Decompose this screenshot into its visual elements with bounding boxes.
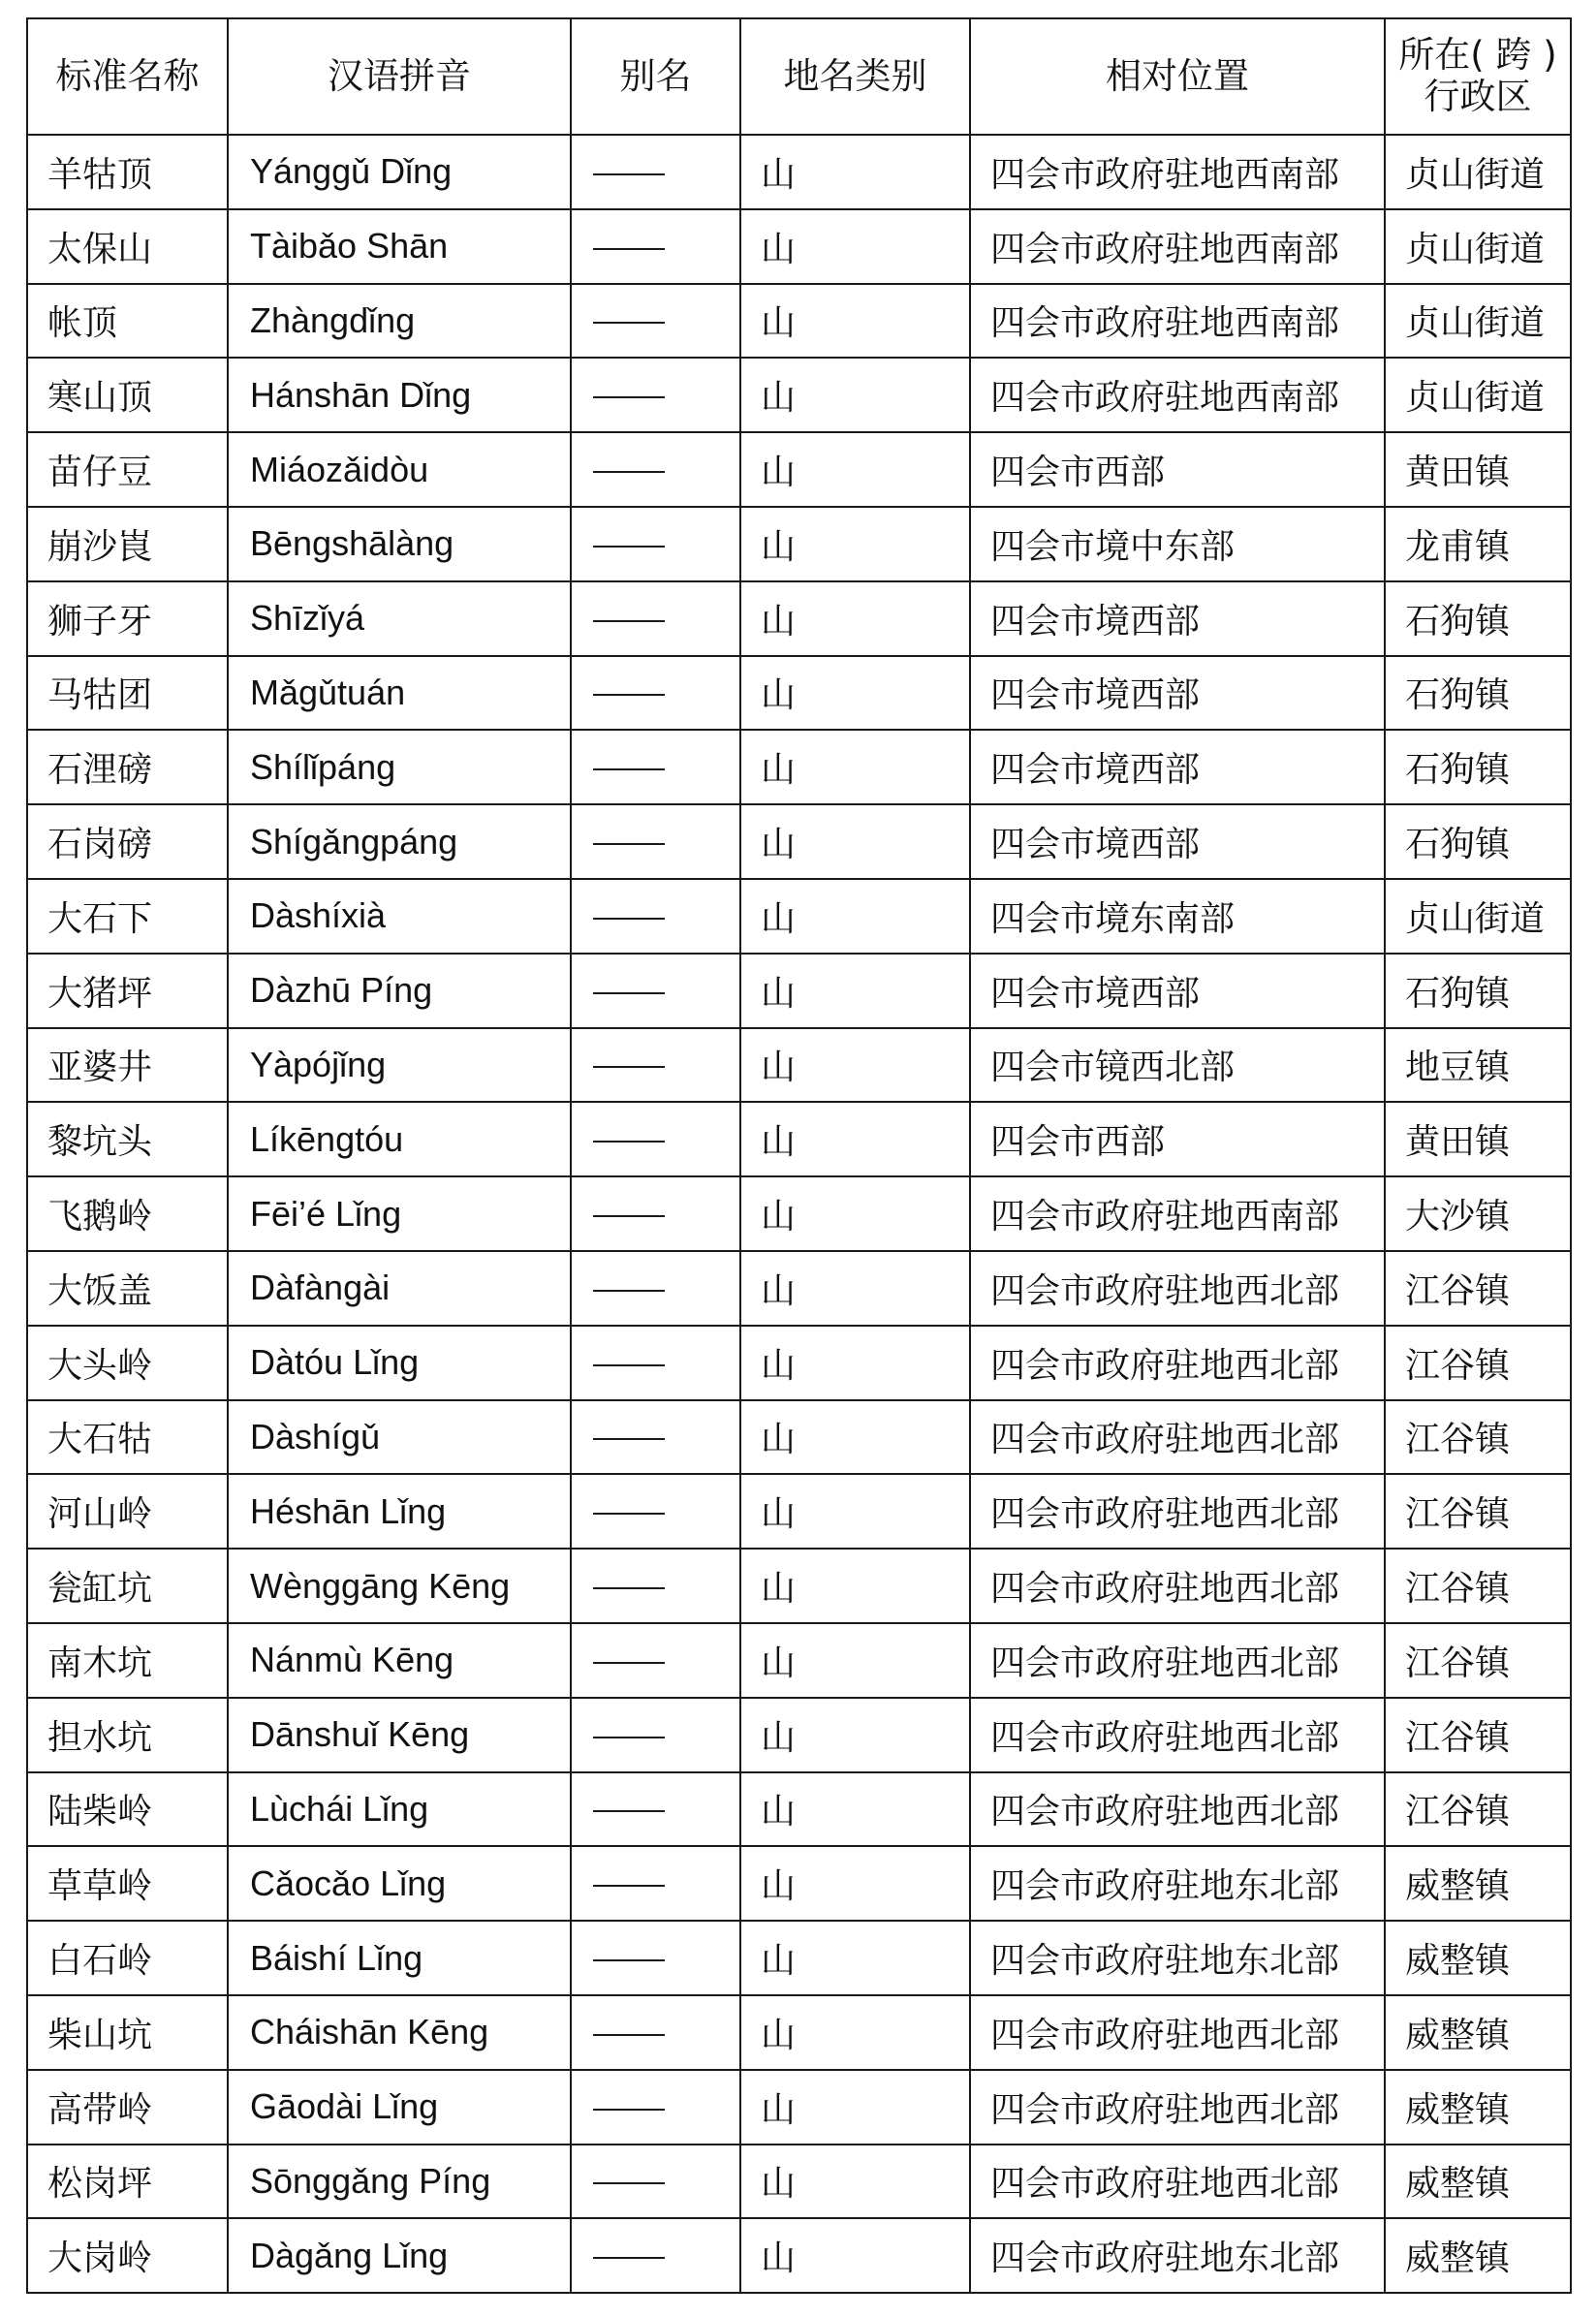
alias-dash — [593, 992, 665, 994]
cell-location: 四会市西部 — [970, 432, 1385, 507]
cell-alias — [571, 1995, 740, 2070]
cell-pinyin: Dàshígǔ — [228, 1400, 571, 1475]
table-row — [27, 1176, 1571, 1251]
alias-dash — [593, 1959, 665, 1961]
cell-standard-name: 陆柴岭 — [27, 1772, 228, 1847]
table-row — [27, 432, 1571, 507]
table-row — [27, 1846, 1571, 1921]
cell-pinyin: Cǎocǎo Lǐng — [228, 1846, 571, 1921]
cell-location: 四会市政府驻地西北部 — [970, 1772, 1385, 1847]
cell-alias — [571, 284, 740, 359]
cell-region: 石狗镇 — [1385, 804, 1571, 879]
cell-category: 山 — [740, 1176, 970, 1251]
cell-location: 四会市政府驻地西南部 — [970, 135, 1385, 209]
alias-dash — [593, 1141, 665, 1143]
table-row — [27, 656, 1571, 731]
cell-location: 四会市政府驻地西北部 — [970, 2070, 1385, 2145]
cell-region: 江谷镇 — [1385, 1623, 1571, 1698]
cell-pinyin: Tàibǎo Shān — [228, 209, 571, 284]
cell-region: 贞山街道 — [1385, 135, 1571, 209]
cell-standard-name: 大石下 — [27, 879, 228, 954]
cell-region: 贞山街道 — [1385, 358, 1571, 432]
alias-dash — [593, 768, 665, 770]
cell-region: 江谷镇 — [1385, 1698, 1571, 1772]
header-region-line1: 所在( 跨 ) — [1398, 34, 1557, 77]
alias-dash — [593, 546, 665, 548]
cell-category: 山 — [740, 730, 970, 804]
cell-location: 四会市镜西北部 — [970, 1028, 1385, 1103]
cell-region: 石狗镇 — [1385, 581, 1571, 656]
cell-pinyin: Zhàngdǐng — [228, 284, 571, 359]
cell-location: 四会市政府驻地西南部 — [970, 1176, 1385, 1251]
header-standard-name: 标准名称 — [27, 18, 228, 135]
table-row — [27, 1251, 1571, 1326]
alias-dash — [593, 396, 665, 398]
cell-alias — [571, 1921, 740, 1995]
cell-standard-name: 帐顶 — [27, 284, 228, 359]
cell-alias — [571, 730, 740, 804]
cell-pinyin: Dàgǎng Lǐng — [228, 2218, 571, 2293]
cell-alias — [571, 1549, 740, 1623]
cell-region: 威整镇 — [1385, 1846, 1571, 1921]
table-row — [27, 209, 1571, 284]
cell-category: 山 — [740, 1846, 970, 1921]
cell-alias — [571, 358, 740, 432]
cell-location: 四会市境西部 — [970, 656, 1385, 731]
cell-location: 四会市政府驻地西北部 — [970, 1995, 1385, 2070]
cell-alias — [571, 1176, 740, 1251]
cell-standard-name: 羊牯顶 — [27, 135, 228, 209]
cell-category: 山 — [740, 804, 970, 879]
alias-dash — [593, 173, 665, 175]
cell-region: 江谷镇 — [1385, 1326, 1571, 1400]
cell-location: 四会市境西部 — [970, 581, 1385, 656]
cell-category: 山 — [740, 1102, 970, 1176]
cell-category: 山 — [740, 1549, 970, 1623]
cell-standard-name: 太保山 — [27, 209, 228, 284]
cell-alias — [571, 2145, 740, 2219]
cell-alias — [571, 1102, 740, 1176]
cell-location: 四会市政府驻地西北部 — [970, 1549, 1385, 1623]
cell-region: 石狗镇 — [1385, 730, 1571, 804]
cell-pinyin: Bēngshālàng — [228, 507, 571, 581]
cell-standard-name: 大岗岭 — [27, 2218, 228, 2293]
cell-category: 山 — [740, 1028, 970, 1103]
cell-region: 江谷镇 — [1385, 1549, 1571, 1623]
cell-location: 四会市政府驻地西南部 — [970, 209, 1385, 284]
alias-dash — [593, 1737, 665, 1738]
cell-standard-name: 亚婆井 — [27, 1028, 228, 1103]
alias-dash — [593, 1066, 665, 1068]
alias-dash — [593, 1513, 665, 1515]
table-row — [27, 581, 1571, 656]
cell-standard-name: 大猪坪 — [27, 954, 228, 1028]
cell-alias — [571, 581, 740, 656]
table-row — [27, 954, 1571, 1028]
cell-region: 江谷镇 — [1385, 1400, 1571, 1475]
table-row — [27, 1400, 1571, 1475]
cell-category: 山 — [740, 1474, 970, 1549]
cell-alias — [571, 1326, 740, 1400]
cell-location: 四会市政府驻地西北部 — [970, 1474, 1385, 1549]
cell-pinyin: Báishí Lǐng — [228, 1921, 571, 1995]
cell-standard-name: 高带岭 — [27, 2070, 228, 2145]
alias-dash — [593, 694, 665, 696]
alias-dash — [593, 843, 665, 845]
cell-region: 地豆镇 — [1385, 1028, 1571, 1103]
cell-alias — [571, 879, 740, 954]
table-body — [27, 135, 1571, 2293]
alias-dash — [593, 1662, 665, 1664]
cell-location: 四会市政府驻地西南部 — [970, 358, 1385, 432]
cell-location: 四会市政府驻地西北部 — [970, 1251, 1385, 1326]
alias-dash — [593, 2182, 665, 2184]
alias-dash — [593, 1587, 665, 1589]
cell-standard-name: 石浬磅 — [27, 730, 228, 804]
alias-dash — [593, 322, 665, 324]
alias-dash — [593, 248, 665, 250]
cell-standard-name: 担水坑 — [27, 1698, 228, 1772]
cell-pinyin: Shīzǐyá — [228, 581, 571, 656]
cell-region: 威整镇 — [1385, 1995, 1571, 2070]
cell-standard-name: 大饭盖 — [27, 1251, 228, 1326]
table-row — [27, 1698, 1571, 1772]
cell-alias — [571, 1623, 740, 1698]
cell-pinyin: Yàpójǐng — [228, 1028, 571, 1103]
cell-alias — [571, 507, 740, 581]
cell-location: 四会市境西部 — [970, 954, 1385, 1028]
cell-region: 贞山街道 — [1385, 879, 1571, 954]
cell-alias — [571, 2218, 740, 2293]
cell-category: 山 — [740, 358, 970, 432]
cell-alias — [571, 1698, 740, 1772]
table-row — [27, 284, 1571, 359]
cell-category: 山 — [740, 2218, 970, 2293]
table-row — [27, 135, 1571, 209]
table-row — [27, 1995, 1571, 2070]
cell-location: 四会市境中东部 — [970, 507, 1385, 581]
cell-pinyin: Mǎgǔtuán — [228, 656, 571, 731]
cell-pinyin: Yánggǔ Dǐng — [228, 135, 571, 209]
alias-dash — [593, 1438, 665, 1440]
alias-dash — [593, 918, 665, 920]
cell-location: 四会市政府驻地西北部 — [970, 1400, 1385, 1475]
alias-dash — [593, 620, 665, 622]
header-region — [1385, 18, 1571, 135]
cell-region: 贞山街道 — [1385, 284, 1571, 359]
cell-region: 石狗镇 — [1385, 656, 1571, 731]
cell-category: 山 — [740, 432, 970, 507]
cell-pinyin: Dàshíxià — [228, 879, 571, 954]
cell-standard-name: 苗仔豆 — [27, 432, 228, 507]
cell-standard-name: 狮子牙 — [27, 581, 228, 656]
cell-region: 威整镇 — [1385, 2145, 1571, 2219]
alias-dash — [593, 1290, 665, 1292]
cell-pinyin: Nánmù Kēng — [228, 1623, 571, 1698]
header-location: 相对位置 — [970, 18, 1385, 135]
cell-alias — [571, 209, 740, 284]
cell-pinyin: Wènggāng Kēng — [228, 1549, 571, 1623]
cell-pinyin: Shílǐpáng — [228, 730, 571, 804]
cell-category: 山 — [740, 1772, 970, 1847]
table-row — [27, 730, 1571, 804]
cell-pinyin: Dānshuǐ Kēng — [228, 1698, 571, 1772]
cell-pinyin: Fēi’é Lǐng — [228, 1176, 571, 1251]
cell-standard-name: 寒山顶 — [27, 358, 228, 432]
cell-alias — [571, 656, 740, 731]
header-pinyin: 汉语拼音 — [228, 18, 571, 135]
table-row — [27, 804, 1571, 879]
cell-location: 四会市西部 — [970, 1102, 1385, 1176]
cell-standard-name: 石岗磅 — [27, 804, 228, 879]
cell-standard-name: 草草岭 — [27, 1846, 228, 1921]
cell-category: 山 — [740, 656, 970, 731]
table-row — [27, 507, 1571, 581]
header-category: 地名类别 — [740, 18, 970, 135]
cell-standard-name: 大石牯 — [27, 1400, 228, 1475]
cell-location: 四会市境西部 — [970, 730, 1385, 804]
cell-standard-name: 白石岭 — [27, 1921, 228, 1995]
cell-region: 江谷镇 — [1385, 1251, 1571, 1326]
cell-alias — [571, 1846, 740, 1921]
cell-standard-name: 飞鹅岭 — [27, 1176, 228, 1251]
cell-location: 四会市境西部 — [970, 804, 1385, 879]
alias-dash — [593, 2034, 665, 2036]
cell-alias — [571, 804, 740, 879]
table-row — [27, 1772, 1571, 1847]
table-row — [27, 2145, 1571, 2219]
cell-pinyin: Líkēngtóu — [228, 1102, 571, 1176]
table-row — [27, 1549, 1571, 1623]
cell-alias — [571, 1400, 740, 1475]
cell-pinyin: Miáozǎidòu — [228, 432, 571, 507]
cell-alias — [571, 135, 740, 209]
table-row — [27, 879, 1571, 954]
cell-standard-name: 南木坑 — [27, 1623, 228, 1698]
cell-standard-name: 大头岭 — [27, 1326, 228, 1400]
cell-location: 四会市政府驻地东北部 — [970, 2218, 1385, 2293]
cell-location: 四会市境东南部 — [970, 879, 1385, 954]
cell-category: 山 — [740, 209, 970, 284]
cell-pinyin: Dàfàngài — [228, 1251, 571, 1326]
cell-standard-name: 柴山坑 — [27, 1995, 228, 2070]
header-row — [27, 18, 1571, 135]
cell-alias — [571, 954, 740, 1028]
cell-category: 山 — [740, 2145, 970, 2219]
cell-category: 山 — [740, 1400, 970, 1475]
cell-category: 山 — [740, 1995, 970, 2070]
cell-region: 江谷镇 — [1385, 1772, 1571, 1847]
alias-dash — [593, 2109, 665, 2111]
cell-standard-name: 马牯团 — [27, 656, 228, 731]
cell-pinyin: Sōnggǎng Píng — [228, 2145, 571, 2219]
cell-region: 龙甫镇 — [1385, 507, 1571, 581]
cell-region: 大沙镇 — [1385, 1176, 1571, 1251]
cell-region: 贞山街道 — [1385, 209, 1571, 284]
alias-dash — [593, 1215, 665, 1217]
table-row — [27, 1623, 1571, 1698]
table-row — [27, 1102, 1571, 1176]
cell-alias — [571, 432, 740, 507]
place-names-table — [26, 17, 1572, 2294]
cell-pinyin: Shígǎngpáng — [228, 804, 571, 879]
table-row — [27, 358, 1571, 432]
cell-pinyin: Cháishān Kēng — [228, 1995, 571, 2070]
cell-region: 石狗镇 — [1385, 954, 1571, 1028]
table-row — [27, 1028, 1571, 1103]
cell-category: 山 — [740, 1698, 970, 1772]
table-row — [27, 2218, 1571, 2293]
cell-pinyin: Hánshān Dǐng — [228, 358, 571, 432]
cell-region: 江谷镇 — [1385, 1474, 1571, 1549]
cell-standard-name: 崩沙崀 — [27, 507, 228, 581]
cell-standard-name: 瓮缸坑 — [27, 1549, 228, 1623]
cell-location: 四会市政府驻地西北部 — [970, 2145, 1385, 2219]
cell-category: 山 — [740, 1921, 970, 1995]
cell-alias — [571, 2070, 740, 2145]
header-region-line2: 行政区 — [1424, 76, 1532, 117]
cell-region: 黄田镇 — [1385, 1102, 1571, 1176]
cell-region: 威整镇 — [1385, 2070, 1571, 2145]
cell-region: 威整镇 — [1385, 1921, 1571, 1995]
cell-category: 山 — [740, 135, 970, 209]
cell-region: 威整镇 — [1385, 2218, 1571, 2293]
cell-location: 四会市政府驻地西南部 — [970, 284, 1385, 359]
cell-category: 山 — [740, 1623, 970, 1698]
cell-location: 四会市政府驻地东北部 — [970, 1921, 1385, 1995]
alias-dash — [593, 1885, 665, 1887]
cell-category: 山 — [740, 2070, 970, 2145]
table-row — [27, 1921, 1571, 1995]
table-row — [27, 1326, 1571, 1400]
cell-pinyin: Dàzhū Píng — [228, 954, 571, 1028]
alias-dash — [593, 2257, 665, 2259]
cell-alias — [571, 1772, 740, 1847]
cell-alias — [571, 1474, 740, 1549]
cell-location: 四会市政府驻地西北部 — [970, 1698, 1385, 1772]
cell-category: 山 — [740, 507, 970, 581]
cell-category: 山 — [740, 1326, 970, 1400]
alias-dash — [593, 471, 665, 473]
table-row — [27, 2070, 1571, 2145]
cell-category: 山 — [740, 284, 970, 359]
alias-dash — [593, 1364, 665, 1366]
cell-location: 四会市政府驻地西北部 — [970, 1326, 1385, 1400]
cell-pinyin: Héshān Lǐng — [228, 1474, 571, 1549]
cell-alias — [571, 1028, 740, 1103]
cell-location: 四会市政府驻地西北部 — [970, 1623, 1385, 1698]
alias-dash — [593, 1810, 665, 1812]
cell-category: 山 — [740, 581, 970, 656]
cell-alias — [571, 1251, 740, 1326]
cell-location: 四会市政府驻地东北部 — [970, 1846, 1385, 1921]
cell-region: 黄田镇 — [1385, 432, 1571, 507]
cell-category: 山 — [740, 954, 970, 1028]
cell-standard-name: 松岗坪 — [27, 2145, 228, 2219]
cell-pinyin: Gāodài Lǐng — [228, 2070, 571, 2145]
cell-standard-name: 黎坑头 — [27, 1102, 228, 1176]
cell-standard-name: 河山岭 — [27, 1474, 228, 1549]
cell-category: 山 — [740, 1251, 970, 1326]
cell-category: 山 — [740, 879, 970, 954]
table-row — [27, 1474, 1571, 1549]
cell-pinyin: Lùchái Lǐng — [228, 1772, 571, 1847]
cell-pinyin: Dàtóu Lǐng — [228, 1326, 571, 1400]
header-alias: 别名 — [571, 18, 740, 135]
